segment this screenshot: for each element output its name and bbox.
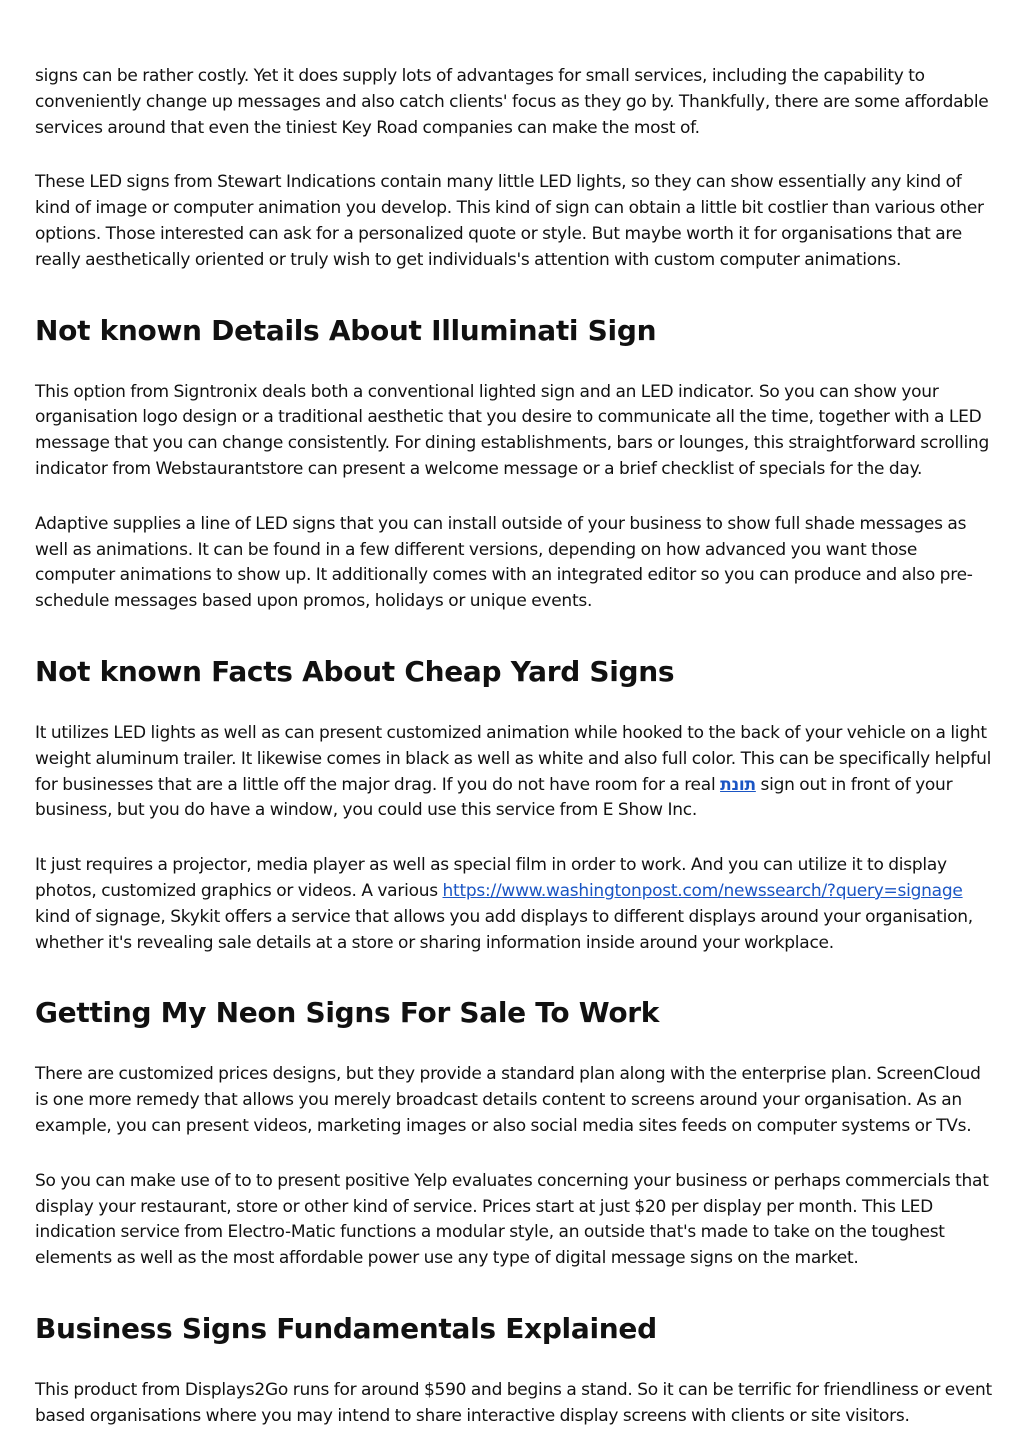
paragraph-led-trailer <box>35 721 993 824</box>
document-page <box>35 64 993 1430</box>
paragraph-text: kind of signage, Skykit offers a service that allows you add displays to different displays around your organisation, whether it's revealing sale details at a store or sharing information inside around your workplace. <box>35 906 973 953</box>
hebrew-sign-link[interactable]: תונת <box>720 774 756 795</box>
paragraph-signs-costly: signs can be rather costly. Yet it does supply lots of advantages for small services, including the capability to conveniently change up messages and also catch clients' focus as they go by. Thankfully, there are some affordable services around that even the tiniest Key Road companies can make the most of. <box>35 66 989 138</box>
paragraph-text: sign out in front of your business, but you do have a window, you could use this service from E Show Inc. <box>35 774 953 821</box>
heading-cheap-yard-signs: Not known Facts About Cheap Yard Signs <box>35 654 675 688</box>
heading-business-signs-fundamentals: Business Signs Fundamentals Explained <box>35 1311 657 1345</box>
paragraph-screencloud: There are customized prices designs, but they provide a standard plan along with the enterprise plan. ScreenCloud is one more remedy that allows you merely broadcast details content to screens around your organisation. As an example, you can present videos, marketing images or also social media sites feeds on computer systems or TVs. <box>35 1064 981 1136</box>
heading-illuminati-sign: Not known Details About Illuminati Sign <box>35 313 657 347</box>
paragraph-signtronix: This option from Signtronix deals both a conventional lighted sign and an LED indicator. So you can show your organisation logo design or a traditional aesthetic that you desire to communicate all the time, together with a LED message that you can change consistently. For dining establishments, bars or lounges, this straightforward scrolling indicator from Webstaurantstore can present a welcome message or a brief checklist of specials for the day. <box>35 381 989 479</box>
paragraph-projector-signage <box>35 853 993 956</box>
paragraph-text: It utilizes LED lights as well as can present customized animation while hooked to the back of your vehicle on a light weight aluminum trailer. It likewise comes in black as well as white and also full color. This can be specifically helpful for businesses that are a little off the major drag. If you do not have room for a real <box>35 722 992 795</box>
washingtonpost-signage-link[interactable]: https://www.washingtonpost.com/newssearch/?query=signage <box>442 880 963 901</box>
paragraph-displays2go: This product from Displays2Go runs for around $590 and begins a stand. So it can be terrific for friendliness or event based organisations where you may intend to share interactive display screens with clients or site visitors. <box>35 1379 992 1426</box>
heading-neon-signs-for-sale: Getting My Neon Signs For Sale To Work <box>35 996 660 1030</box>
paragraph-adaptive-led: Adaptive supplies a line of LED signs that you can install outside of your business to show full shade messages as well as animations. It can be found in a few different versions, depending on how advanced you want those computer animations to show up. It additionally comes with an integrated editor so you can produce and also pre-schedule messages based upon promos, holidays or unique events. <box>35 513 973 612</box>
paragraph-text: It just requires a projector, media player as well as special film in order to work. And you can utilize it to display photos, customized graphics or videos. A various <box>35 855 947 901</box>
paragraph-stewart-led-signs: These LED signs from Stewart Indications contain many little LED lights, so they can show essentially any kind of kind of image or computer animation you develop. This kind of sign can obtain a little bit costlier than various other options. Those interested can ask for a personalized quote or style. But maybe worth it for organisations that are really aesthetically oriented or truly wish to get individuals's attention with custom computer animations. <box>35 172 984 270</box>
paragraph-yelp-electro-matic: So you can make use of to to present positive Yelp evaluates concerning your business or perhaps commercials that display your restaurant, store or other kind of service. Prices start at just $20 per display per month. This LED indication service from Electro-Matic functions a modular style, an outside that's made to take on the toughest elements as well as the most affordable power use any type of digital message signs on the market. <box>35 1170 989 1269</box>
